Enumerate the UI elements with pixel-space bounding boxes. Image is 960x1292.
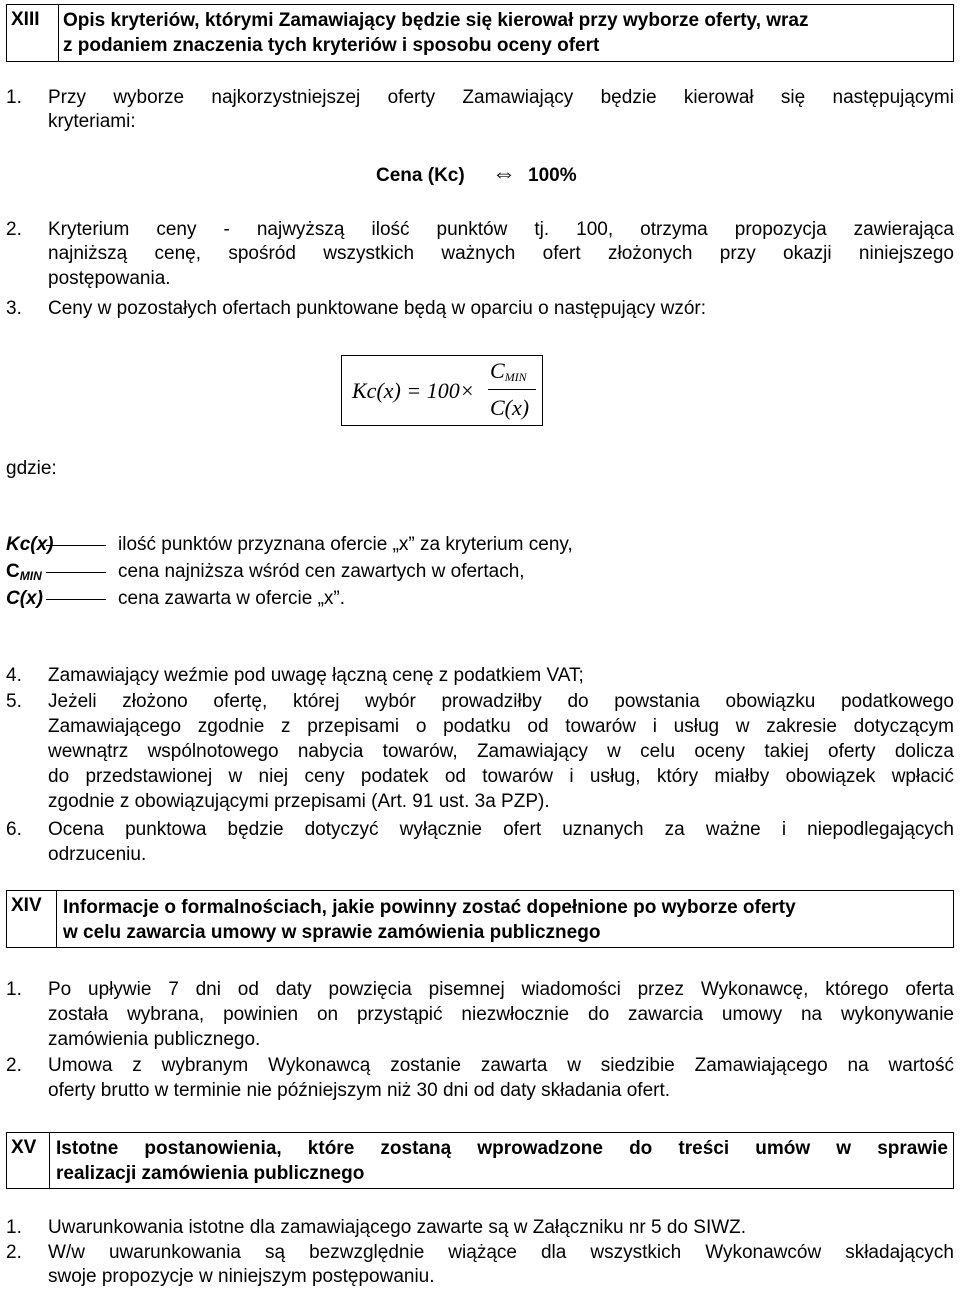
price-formula bbox=[341, 355, 543, 426]
xiv-item-2-line1: Umowa z wybranym Wykonawcą zostanie zawarta w siedzibie Zamawiającego na wartość bbox=[48, 1055, 954, 1076]
section-xv-header bbox=[6, 1132, 954, 1189]
xv-item-1-line1: Uwarunkowania istotne dla zamawiającego zawarte są w Załączniku nr 5 do SIWZ. bbox=[48, 1217, 747, 1238]
xiv-item-1-line3: zamówienia publicznego. bbox=[48, 1029, 261, 1050]
legend-dash bbox=[46, 572, 106, 573]
item-1-number: 1. bbox=[6, 87, 22, 108]
item-2-line3: postępowania. bbox=[48, 268, 171, 289]
legend-text-cx: cena zawarta w ofercie „x”. bbox=[118, 588, 346, 609]
fraction-bar bbox=[488, 389, 536, 390]
item-1-line1: Przy wyborze najkorzystniejszej oferty Zamawiający będzie kierował się następującymi bbox=[48, 87, 954, 108]
item-5-line1: Jeżeli złożono ofertę, której wybór prowadziłby do powstania obowiązku podatkowego bbox=[48, 691, 954, 712]
xiv-item-2-number: 2. bbox=[6, 1055, 22, 1076]
formula-numerator-sub: MIN bbox=[504, 370, 527, 384]
xv-item-2-line1: W/w uwarunkowania są bezwzględnie wiążące dla wszystkich Wykonawców składających bbox=[48, 1242, 954, 1263]
item-4-number: 4. bbox=[6, 665, 22, 686]
where-label: gdzie: bbox=[6, 458, 57, 479]
item-1-line2: kryteriami: bbox=[48, 111, 136, 132]
item-4-line1: Zamawiający weźmie pod uwagę łączną cenę z podatkiem VAT; bbox=[48, 665, 584, 686]
section-xiv-header bbox=[6, 890, 954, 948]
section-xiv-title-line1: Informacje o formalnościach, jakie powinny zostać dopełnione po wyborze oferty bbox=[63, 897, 796, 918]
item-6-number: 6. bbox=[6, 819, 22, 840]
item-2-line2: najniższą cenę, spośród wszystkich ważnych ofert złożonych przy okazji niniejszego bbox=[48, 243, 954, 264]
item-5-line3: wewnątrz wspólnotowego nabycia towarów, Zamawiający w celu oceny takiej oferty dolicza bbox=[48, 741, 954, 762]
legend-symbol-cx: C(x) bbox=[6, 588, 43, 609]
item-6-line2: odrzuceniu. bbox=[48, 844, 147, 865]
item-5-line5: zgodnie z obowiązującymi przepisami (Art. 91 ust. 3a PZP). bbox=[48, 791, 550, 812]
xiv-item-1-line1: Po upływie 7 dni od daty powzięcia pisemnej wiadomości przez Wykonawcę, którego oferta bbox=[48, 979, 954, 1000]
legend-text-cmin: cena najniższa wśród cen zawartych w ofertach, bbox=[118, 561, 525, 582]
formula-denominator: C(x) bbox=[490, 395, 530, 420]
item-5-number: 5. bbox=[6, 691, 22, 712]
section-xv-number: XV bbox=[7, 1133, 50, 1188]
xiv-item-2-line2: oferty brutto w terminie nie późniejszym niż 30 dni od daty składania ofert. bbox=[48, 1080, 671, 1101]
legend-symbol-min: MIN bbox=[19, 569, 42, 583]
item-6-line1: Ocena punktowa będzie dotyczyć wyłącznie ofert uznanych za ważne i niepodlegających bbox=[48, 819, 954, 840]
legend-symbol-cmin bbox=[6, 560, 42, 588]
section-xiv-number: XIV bbox=[7, 891, 57, 947]
double-arrow-icon: ⇔ bbox=[492, 160, 516, 187]
formula-numerator-c: C bbox=[490, 358, 505, 383]
legend-dash bbox=[46, 599, 106, 600]
item-5-line4: do przedstawionej w niej ceny podatek od towarów i usług, który miałby obowiązek wpłacić bbox=[48, 766, 954, 787]
legend-dash bbox=[46, 545, 106, 546]
item-2-number: 2. bbox=[6, 219, 22, 240]
section-xiii-title-line2: z podaniem znaczenia tych kryteriów i sposobu oceny ofert bbox=[63, 35, 600, 56]
section-xiii-number: XIII bbox=[7, 5, 59, 61]
criterion-value: 100% bbox=[528, 165, 577, 186]
legend-symbol-kcx: Kc(x) bbox=[6, 534, 54, 555]
criterion-label: Cena (Kc) bbox=[376, 165, 465, 186]
section-xiv-title-line2: w celu zawarcia umowy w sprawie zamówienia publicznego bbox=[63, 922, 601, 943]
xv-item-2-line2: swoje propozycje w niniejszym postępowaniu. bbox=[48, 1266, 435, 1287]
legend-text-kcx: ilość punktów przyznana ofercie „x” za kryterium ceny, bbox=[118, 534, 573, 555]
item-5-line2: Zamawiającego zgodnie z przepisami o podatku od towarów i usług w zakresie dotyczącym bbox=[48, 716, 954, 737]
section-xiii-header bbox=[6, 4, 954, 62]
xv-item-1-number: 1. bbox=[6, 1217, 22, 1238]
xiv-item-1-line2: została wybrana, powinien on przystąpić niezwłocznie do zawarcia umowy na wykonywanie bbox=[48, 1004, 954, 1025]
section-xv-title-line1: Istotne postanowienia, które zostaną wprowadzone do treści umów w sprawie bbox=[56, 1138, 948, 1159]
xv-item-2-number: 2. bbox=[6, 1242, 22, 1263]
item-3-number: 3. bbox=[6, 298, 22, 319]
formula-numerator bbox=[490, 358, 527, 385]
section-xv-title-line2: realizacji zamówienia publicznego bbox=[56, 1163, 365, 1184]
formula-lhs: Kc(x) = 100× bbox=[352, 378, 475, 403]
xiv-item-1-number: 1. bbox=[6, 979, 22, 1000]
item-3-line1: Ceny w pozostałych ofertach punktowane będą w oparciu o następujący wzór: bbox=[48, 298, 706, 319]
item-2-line1: Kryterium ceny - najwyższą ilość punktów tj. 100, otrzyma propozycja zawierająca bbox=[48, 219, 954, 240]
legend-symbol-c: C bbox=[6, 561, 20, 582]
section-xiii-title-line1: Opis kryteriów, którymi Zamawiający będzie się kierował przy wyborze oferty, wraz bbox=[63, 10, 809, 31]
